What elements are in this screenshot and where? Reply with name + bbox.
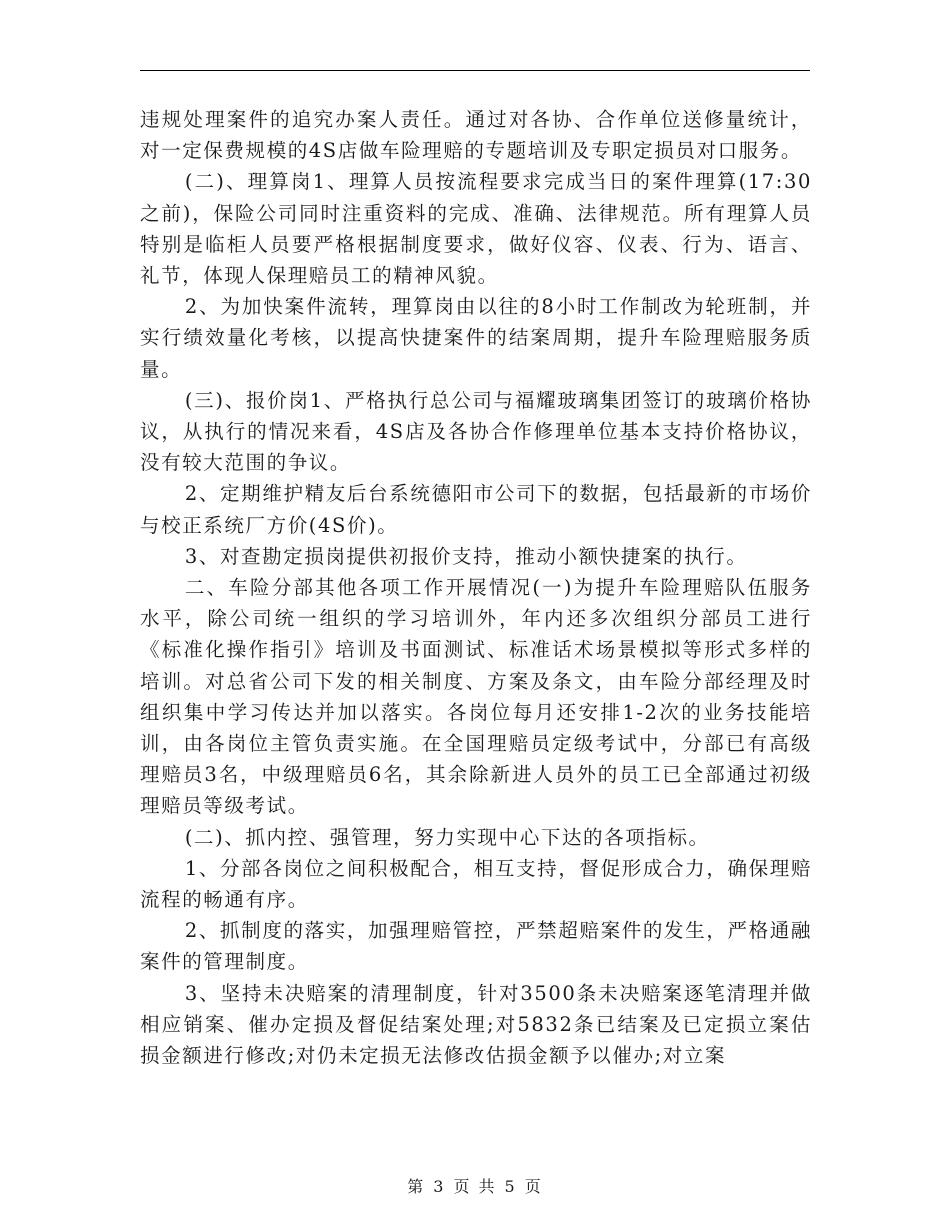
header-rule (140, 70, 810, 71)
paragraph-11: 3、坚持未决赔案的清理制度，针对3500条未决赔案逐笔清理并做相应销案、催办定损及督促结案处理;对5832条已结案及已定损立案估损金额进行修改;对仍未定损无法修改估损金额予以催办;对立案 (140, 981, 812, 1068)
paragraph-10: 2、抓制度的落实，加强理赔管控，严禁超赔案件的发生，严格通融案件的管理制度。 (140, 919, 812, 974)
paragraph-2: (二)、理算岗1、理算人员按流程要求完成当日的案件理算(17:30之前)，保险公司同时注重资料的完成、准确、法律规范。所有理算人员特别是临柜人员要严格根据制度要求，做好仪容、仪表、行为、语言、礼节，体现人保理赔员工的精神风貌。 (140, 170, 812, 288)
footer-suffix: 页 (524, 1177, 543, 1196)
paragraph-5: 2、定期维护精友后台系统德阳市公司下的数据，包括最新的市场价与校正系统厂方价(4S价)。 (140, 482, 812, 537)
paragraph-1: 违规处理案件的追究办案人责任。通过对各协、合作单位送修量统计，对一定保费规模的4S店做车险理赔的专题培训及专职定损员对口服务。 (140, 108, 812, 163)
page-footer (0, 1174, 950, 1197)
paragraph-3: 2、为加快案件流转，理算岗由以往的8小时工作制改为轮班制，并实行绩效量化考核，以提高快捷案件的结案周期，提升车险理赔服务质量。 (140, 295, 812, 381)
footer-total-pages: 5 (504, 1177, 517, 1196)
paragraph-7: 二、车险分部其他各项工作开展情况(一)为提升车险理赔队伍服务水平，除公司统一组织的学习培训外，年内还多次组织分部员工进行《标准化操作指引》培训及书面测试、标准话术场景模拟等形式多样的培训。对总省公司下发的相关制度、方案及条文，由车险分部经理及时组织集中学习传达并加以落实。各岗位每月还安排1-2次的业务技能培训，由各岗位主管负责实施。在全国理赔员定级考试中，分部已有高级理赔员3名，中级理赔员6名，其余除新进人员外的员工已全部通过初级理赔员等级考试。 (140, 576, 812, 818)
paragraph-9: 1、分部各岗位之间积极配合，相互支持，督促形成合力，确保理赔流程的畅通有序。 (140, 856, 812, 912)
document-body (140, 104, 812, 1071)
paragraph-6: 3、对查勘定损岗提供初报价支持，推动小额快捷案的执行。 (184, 544, 748, 568)
paragraph-4: (三)、报价岗1、严格执行总公司与福耀玻璃集团签订的玻璃价格协议，从执行的情况来看，4S店及各协合作修理单位基本支持价格协议，没有较大范围的争议。 (140, 388, 812, 475)
footer-middle: 页 共 (453, 1177, 497, 1196)
footer-page-number: 3 (433, 1177, 446, 1196)
paragraph-8: (二)、抓内控、强管理，努力实现中心下达的各项指标。 (184, 825, 710, 849)
footer-prefix: 第 (407, 1177, 426, 1196)
